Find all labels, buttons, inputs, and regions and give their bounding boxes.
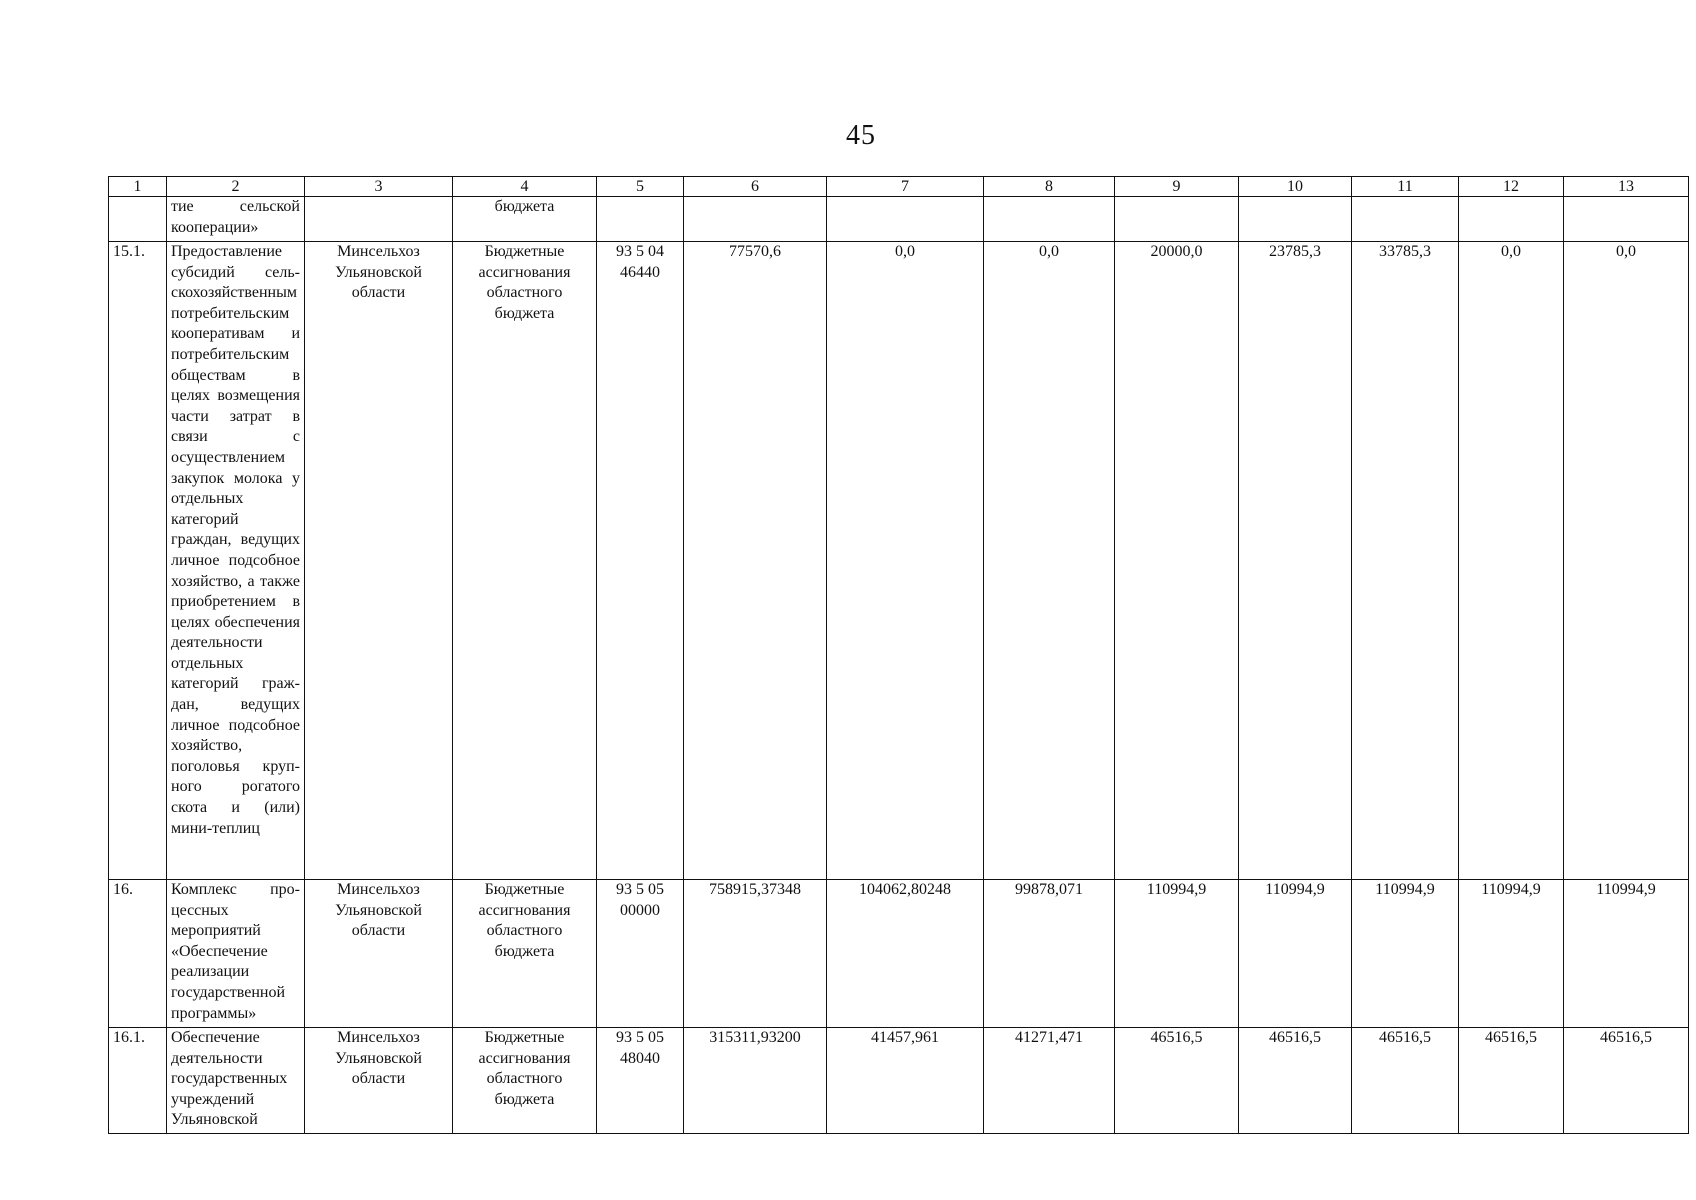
table-row (109, 242, 1689, 880)
value-col-7 (827, 197, 984, 242)
executor (305, 197, 453, 242)
value-col-12: 110994,9 (1459, 880, 1564, 1028)
value-col-13: 110994,9 (1564, 880, 1689, 1028)
measure-name: Обеспечение деятельности государственных учреждений Ульяновской (167, 1028, 305, 1134)
header-cell: 2 (167, 177, 305, 197)
table-row (109, 197, 1689, 242)
value-col-7: 0,0 (827, 242, 984, 880)
funding-source: Бюджетные ассигнования областного бюджета (453, 1028, 597, 1134)
budget-code: 93 5 05 48040 (597, 1028, 684, 1134)
measure-name: Предоставление субсидий сельскохозяйственным потребительским кооперативам и потребительским обществам в целях возмещения части затрат в связи с осуществлением закупок молока у отдельных категорий граждан, ведущих личное подсобное хозяйство, а также приобретением в целях обеспечения деятельности отдельных категорий граждан, ведущих личное подсобное хозяйство, поголовья крупного рогатого скота и (или) мини-теплиц (167, 242, 305, 880)
executor: Минсельхоз Ульяновской области (305, 242, 453, 880)
header-row (109, 177, 1689, 197)
funding-source: Бюджетные ассигнования областного бюджета (453, 242, 597, 880)
header-cell: 9 (1115, 177, 1239, 197)
value-col-11: 33785,3 (1352, 242, 1459, 880)
value-total (684, 197, 827, 242)
header-cell: 6 (684, 177, 827, 197)
header-cell: 8 (984, 177, 1115, 197)
header-cell: 7 (827, 177, 984, 197)
value-col-7: 104062,80248 (827, 880, 984, 1028)
value-col-7: 41457,961 (827, 1028, 984, 1134)
row-number: 15.1. (109, 242, 167, 880)
value-total: 315311,93200 (684, 1028, 827, 1134)
value-col-12 (1459, 197, 1564, 242)
budget-code (597, 197, 684, 242)
budget-code: 93 5 04 46440 (597, 242, 684, 880)
value-col-8: 41271,471 (984, 1028, 1115, 1134)
value-col-9: 20000,0 (1115, 242, 1239, 880)
header-cell: 3 (305, 177, 453, 197)
value-col-12: 0,0 (1459, 242, 1564, 880)
row-number: 16. (109, 880, 167, 1028)
header-cell: 4 (453, 177, 597, 197)
value-col-9 (1115, 197, 1239, 242)
value-col-10 (1239, 197, 1352, 242)
funding-source: Бюджетные ассигнования областного бюджета (453, 880, 597, 1028)
row-number: 16.1. (109, 1028, 167, 1134)
table-row (109, 1028, 1689, 1134)
budget-table (108, 176, 1689, 1134)
value-total: 77570,6 (684, 242, 827, 880)
measure-name: тие сельской кооперации» (167, 197, 305, 242)
header-cell: 12 (1459, 177, 1564, 197)
value-col-11: 46516,5 (1352, 1028, 1459, 1134)
value-col-9: 46516,5 (1115, 1028, 1239, 1134)
executor: Минсельхоз Ульяновской области (305, 880, 453, 1028)
measure-name: Комплекс процессных мероприятий «Обеспечение реализации государственной программы» (167, 880, 305, 1028)
value-col-9: 110994,9 (1115, 880, 1239, 1028)
header-cell: 5 (597, 177, 684, 197)
table-row (109, 880, 1689, 1028)
value-col-8: 99878,071 (984, 880, 1115, 1028)
value-col-10: 23785,3 (1239, 242, 1352, 880)
header-cell: 13 (1564, 177, 1689, 197)
funding-source: бюджета (453, 197, 597, 242)
value-col-13: 0,0 (1564, 242, 1689, 880)
executor: Минсельхоз Ульяновской области (305, 1028, 453, 1134)
page-number: 45 (846, 120, 876, 151)
value-col-13: 46516,5 (1564, 1028, 1689, 1134)
row-number (109, 197, 167, 242)
budget-code: 93 5 05 00000 (597, 880, 684, 1028)
value-col-11: 110994,9 (1352, 880, 1459, 1028)
value-total: 758915,37348 (684, 880, 827, 1028)
value-col-8: 0,0 (984, 242, 1115, 880)
value-col-10: 46516,5 (1239, 1028, 1352, 1134)
header-cell: 11 (1352, 177, 1459, 197)
header-cell: 1 (109, 177, 167, 197)
value-col-8 (984, 197, 1115, 242)
header-cell: 10 (1239, 177, 1352, 197)
value-col-12: 46516,5 (1459, 1028, 1564, 1134)
value-col-13 (1564, 197, 1689, 242)
value-col-10: 110994,9 (1239, 880, 1352, 1028)
value-col-11 (1352, 197, 1459, 242)
